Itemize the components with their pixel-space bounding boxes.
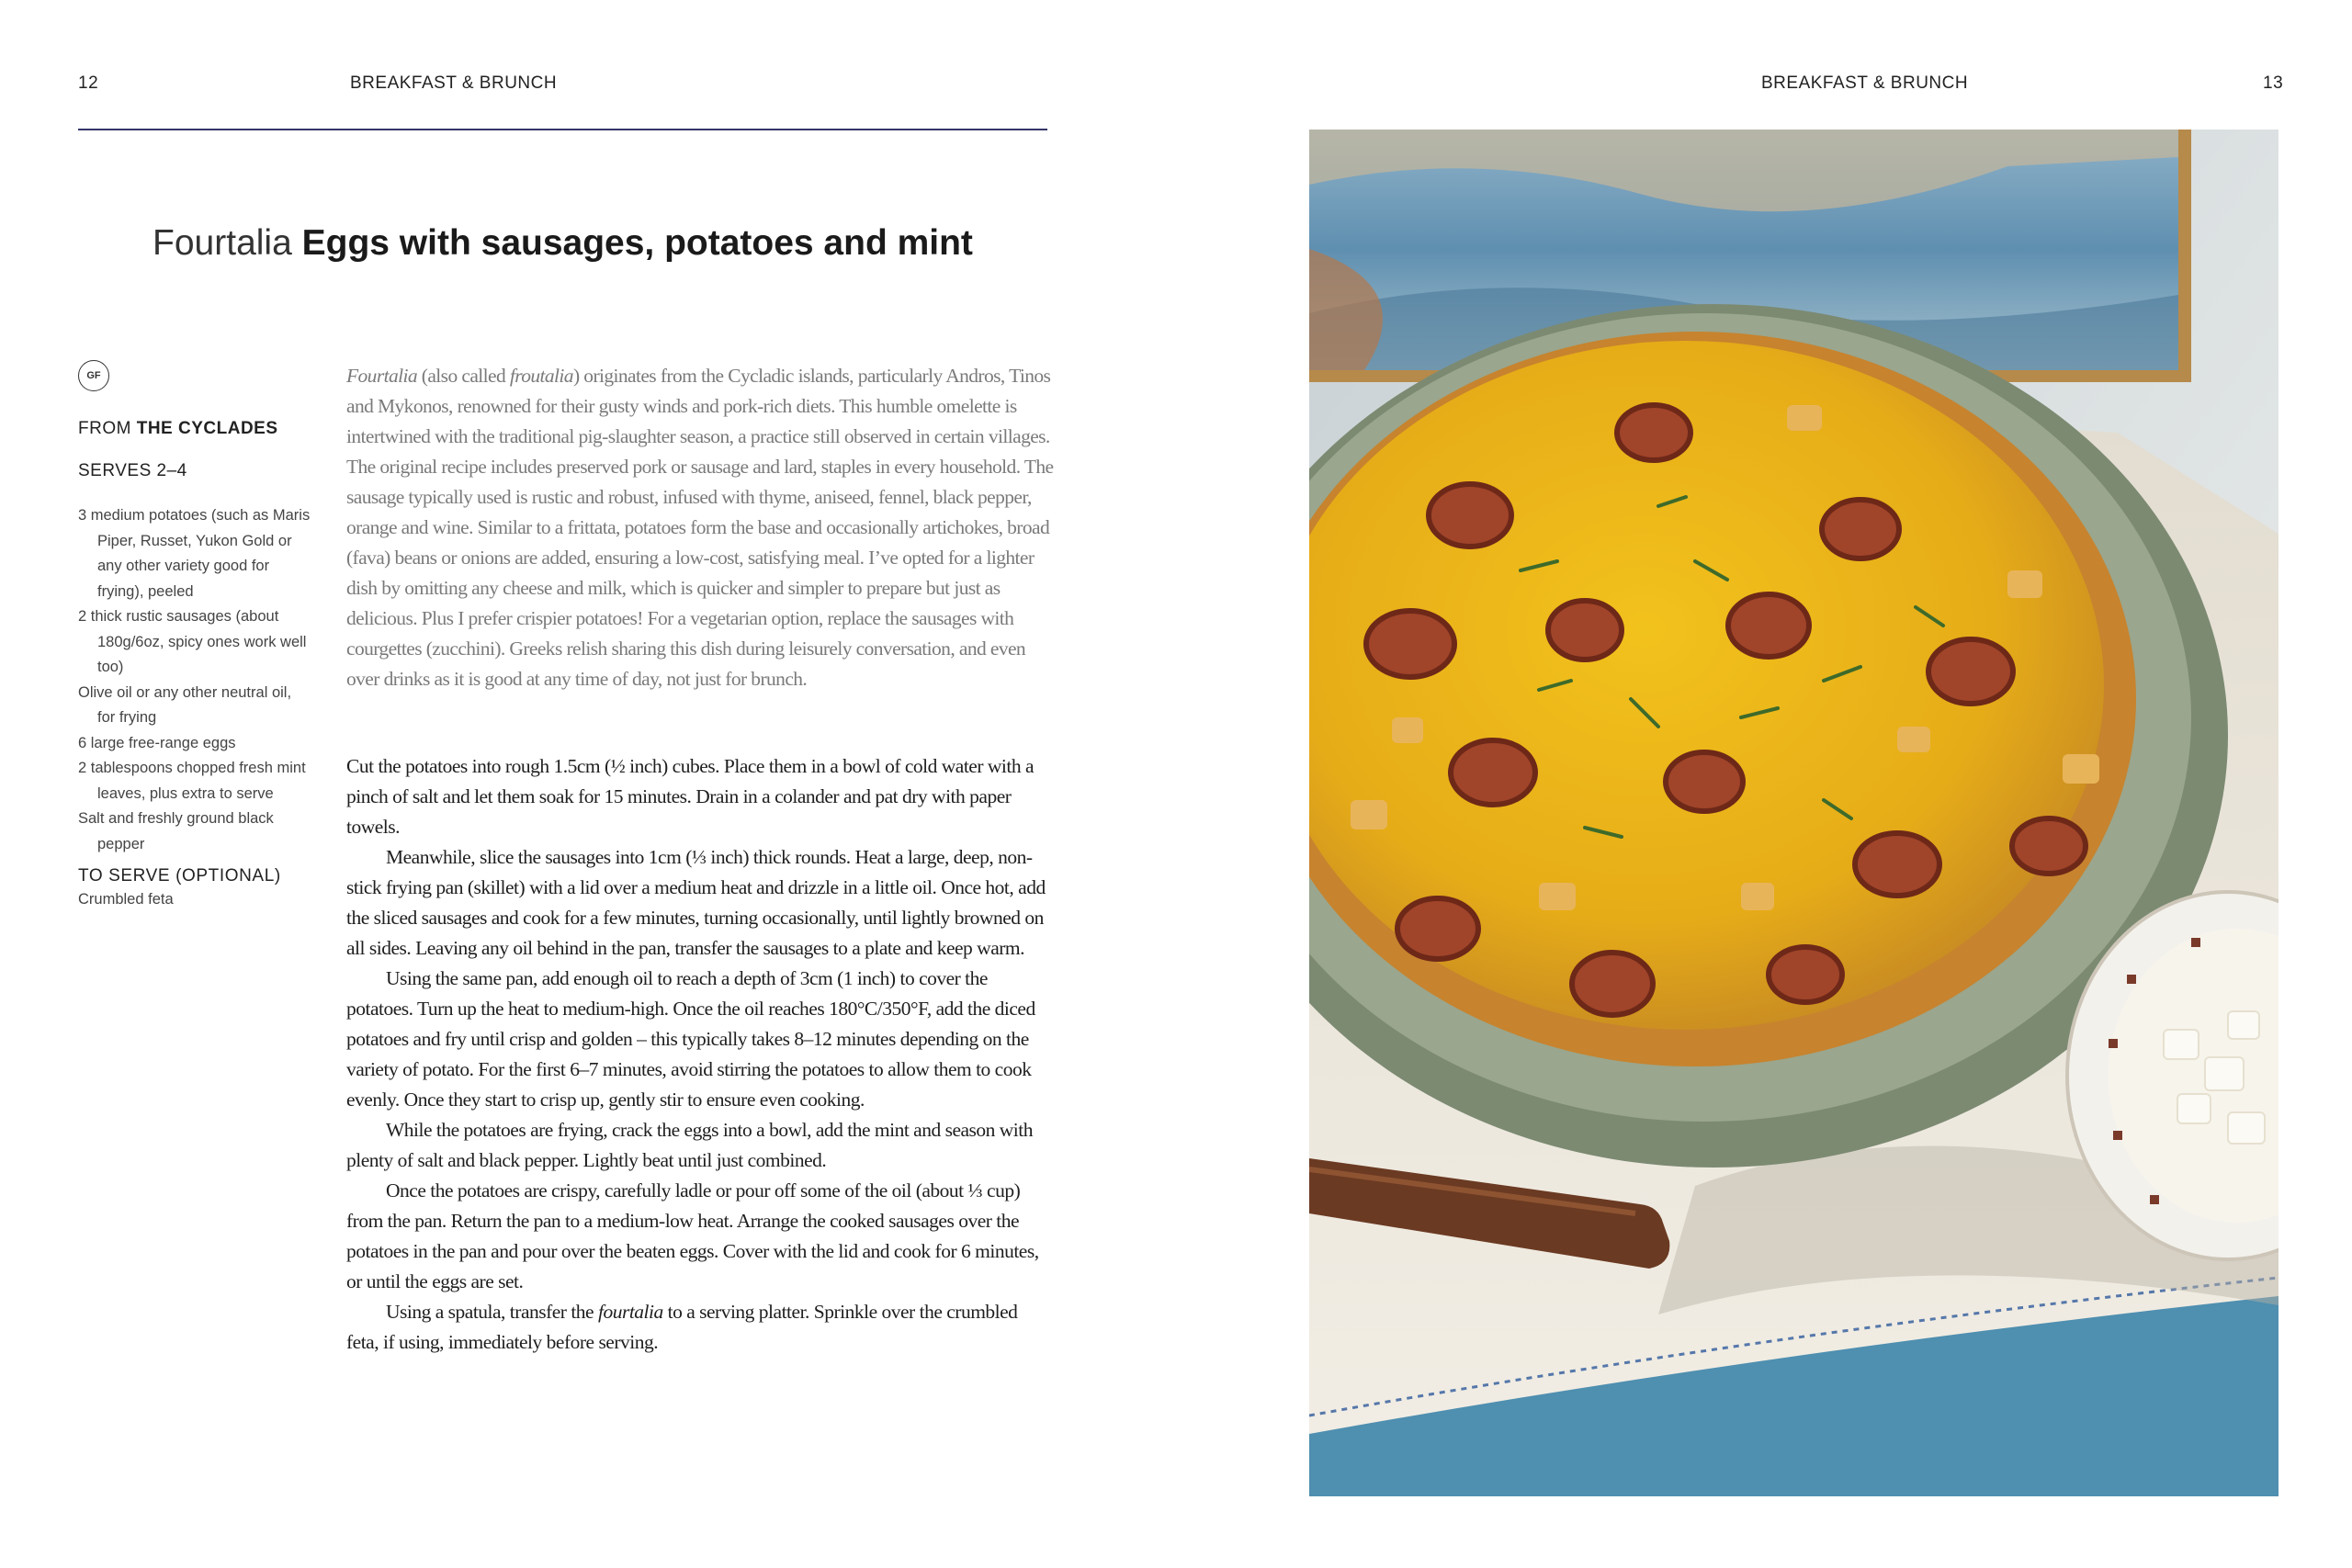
method-step-final: [346, 1297, 1054, 1358]
header-rule: [78, 129, 1047, 130]
page-number-right: 13: [2263, 73, 2284, 93]
method-step: Once the potatoes are crispy, carefully ladle or pour off some of the oil (about ⅓ cup) from the pan. Return the pan to a medium-low heat. Arrange the cooked sausages over the potatoes in the pan and pour over the beaten eggs. Cover with the lid and cook for 6 minutes, or until the eggs are set.: [346, 1179, 1039, 1292]
recipe-title-english: Eggs with sausages, potatoes and mint: [301, 223, 973, 264]
ingredient-item: Olive oil or any other neutral oil, for frying: [78, 683, 292, 726]
ingredient-item: Salt and freshly ground black pepper: [78, 810, 274, 852]
frittata-photo: [1309, 130, 2278, 1496]
intro-term: Fourtalia: [346, 365, 418, 387]
origin-region: THE CYCLADES: [136, 419, 278, 438]
ingredient-item: 2 thick rustic sausages (about 180g/6oz, spicy ones work well too): [78, 608, 307, 675]
intro-alt-name: froutalia: [509, 365, 573, 387]
gluten-free-badge: GF: [78, 360, 109, 391]
to-serve-heading: TO SERVE (OPTIONAL): [78, 866, 281, 886]
intro-alt-open: (also called: [417, 365, 510, 387]
recipe-title: [147, 213, 978, 273]
page-number-left: 12: [78, 73, 99, 93]
ingredient-item: 2 tablespoons chopped fresh mint leaves, plus extra to serve: [78, 760, 306, 802]
method: [346, 751, 1054, 1358]
method-step: Cut the potatoes into rough 1.5cm (½ inch) cubes. Place them in a bowl of cold water with a pinch of salt and let them soak for 15 minutes. Drain in a colander and pat dry with paper towels.: [346, 755, 1035, 838]
method-step: Meanwhile, slice the sausages into 1cm (⅓ inch) thick rounds. Heat a large, deep, non-stick frying pan (skillet) with a lid over a medium heat and drizzle in a little oil. Once hot, add the sliced sausages and cook for a few minutes, turning occasionally, until lightly browned on all sides. Leaving any oil behind in the pan, transfer the sausages to a plate and keep warm.: [346, 846, 1046, 959]
origin-line: [78, 419, 312, 439]
recipe-title-greek: Fourtalia: [153, 223, 292, 264]
to-serve-item: Crumbled feta: [78, 891, 174, 908]
ingredient-item: 6 large free-range eggs: [78, 734, 236, 751]
method-final-term: fourtalia: [597, 1301, 663, 1323]
intro-text: ) originates from the Cycladic islands, particularly Andros, Tinos and Mykonos, renowned for their gusty winds and pork-rich diets. This humble omelette is intertwined with the traditional pig-slaughter season, a practice still observed in certain villages. The original recipe includes preserved pork or sausage and lard, staples in every household. The sausage typically used is rustic and robust, infused with thyme, aniseed, fennel, black pepper, orange and wine. Similar to a frittata, potatoes form the base and occasionally artichokes, broad (fava) beans or onions are added, ensuring a low-cost, satisfying meal. I’ve opted for a lighter dish by omitting any cheese and milk, which is quicker and simpler to prepare but just as delicious. Plus I prefer crispier potatoes! For a vegetarian option, replace the sausages with courgettes (zucchini). Greeks relish sharing this dish during leisurely conversation, and even over drinks as it is good at any time of day, not just for brunch.: [346, 365, 1054, 690]
serves-line: SERVES 2–4: [78, 461, 187, 480]
method-final-after: to a serving platter. Sprinkle over the crumbled feta, if using, immediately before serving.: [346, 1301, 1018, 1353]
ingredient-item: 3 medium potatoes (such as Maris Piper, Russet, Yukon Gold or any other variety good for frying), peeled: [78, 507, 311, 600]
origin-label: FROM: [78, 419, 131, 438]
method-step: Using the same pan, add enough oil to reach a depth of 3cm (1 inch) to cover the potatoes. Turn up the heat to medium-high. Once the oil reaches 180°C/350°F, add the diced potatoes and fry until crisp and golden – this typically takes 8–12 minutes depending on the variety of potato. For the first 6–7 minutes, avoid stirring the potatoes to allow them to cook evenly. Once they start to crisp up, gently stir to ensure even cooking.: [346, 967, 1035, 1111]
method-final-before: Using a spatula, transfer the: [386, 1301, 598, 1323]
ingredients-sidebar: [78, 360, 312, 912]
method-step: While the potatoes are frying, crack the eggs into a bowl, add the mint and season with plenty of salt and black pepper. Lightly beat until just combined.: [346, 1119, 1034, 1171]
ingredient-list: [78, 503, 312, 857]
section-header-left: BREAKFAST & BRUNCH: [350, 73, 558, 93]
recipe-intro: [346, 361, 1054, 694]
section-header-right: BREAKFAST & BRUNCH: [1761, 73, 1969, 93]
